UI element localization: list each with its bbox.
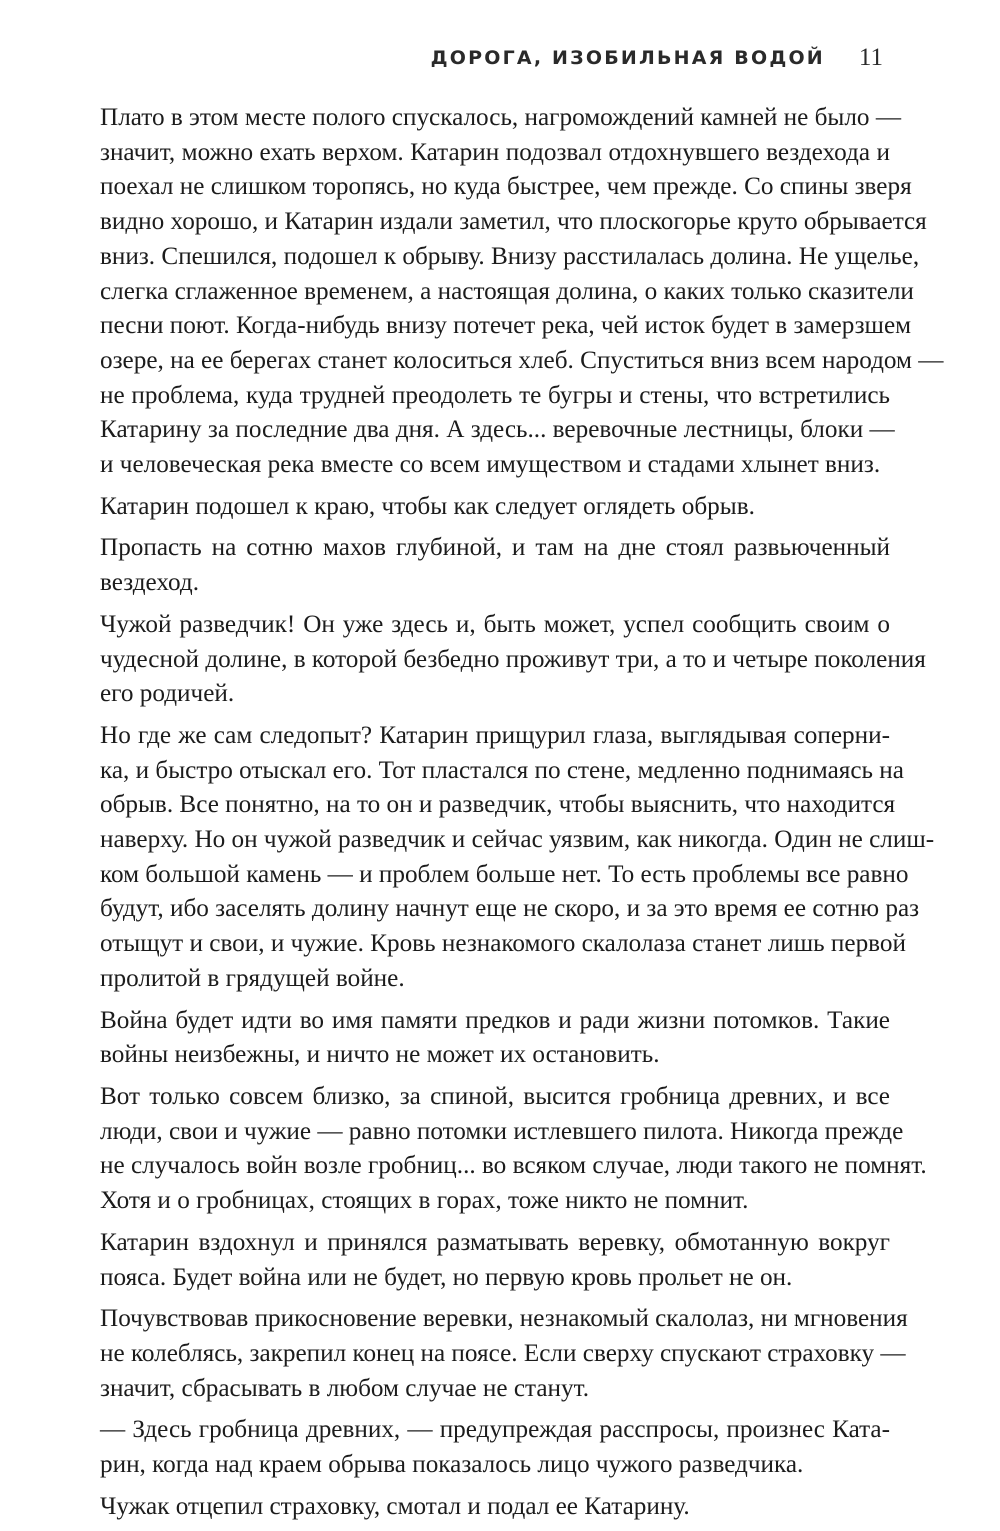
text-line: вездеход.	[100, 569, 200, 597]
text-line: слегка сглаженное временем, а настоящая долина, о каких только сказители	[100, 277, 914, 305]
text-line: пояса. Будет война или не будет, но первую кровь прольет не он.	[100, 1263, 793, 1291]
text-line: значит, можно ехать верхом. Катарин подозвал отдохнувшего вездехода и	[100, 138, 890, 166]
text-line: озере, на ее берегах станет колоситься хлеб. Спуститься вниз всем народом —	[100, 346, 944, 374]
text-line: поехал не слишком торопясь, но куда быстрее, чем прежде. Со спины зверя	[100, 173, 912, 201]
text-line: вниз. Спешился, подошел к обрыву. Внизу расстилалась долина. Не ущелье,	[100, 242, 920, 270]
text-line: Почувствовав прикосновение веревки, незнакомый скалолаз, ни мгновения	[100, 1305, 908, 1333]
text-line: Война будет идти во имя памяти предков и ради жизни потомков. Такие	[100, 1006, 890, 1034]
text-line: пролитой в грядущей войне.	[100, 964, 405, 992]
text-line: — Здесь гробница древних, — предупреждая расспросы, произнес Ката-	[100, 1416, 890, 1444]
text-line: Вот только совсем близко, за спиной, высится гробница древних, и все	[100, 1082, 890, 1110]
paragraph	[100, 1004, 890, 1073]
text-line: Чужой разведчик! Он уже здесь и, быть может, успел сообщить своим о	[100, 610, 890, 638]
text-line: будут, ибо заселять долину начнут еще не скоро, и за это время ее сотню раз	[100, 895, 920, 923]
paragraph	[100, 719, 935, 997]
paragraph	[100, 490, 890, 525]
text-line: Хотя и о гробницах, стоящих в горах, тоже никто не помнит.	[100, 1187, 749, 1215]
text-line: рин, когда над краем обрыва показалось лицо чужого разведчика.	[100, 1451, 804, 1479]
text-line: ка, и быстро отыскал его. Тот пластался по стене, медленно поднимаясь на	[100, 756, 904, 784]
paragraph	[100, 1490, 890, 1525]
paragraph	[100, 101, 944, 483]
text-line: люди, свои и чужие — равно потомки истлевшего пилота. Никогда прежде	[100, 1117, 904, 1145]
text-line: Катарин подошел к краю, чтобы как следует оглядеть обрыв.	[100, 492, 755, 520]
text-line: значит, сбрасывать в любом случае не станут.	[100, 1374, 590, 1402]
text-line: не колеблясь, закрепил конец на поясе. Если сверху спускают страховку —	[100, 1339, 906, 1367]
text-line: Чужак отцепил страховку, смотал и подал ее Катарину.	[100, 1492, 690, 1520]
text-line: Плато в этом месте полого спускалось, нагромождений камней не было —	[100, 104, 902, 131]
text-line: не случалось войн возле гробниц... во всяком случае, люди такого не помнят.	[100, 1152, 927, 1180]
text-line: его родичей.	[100, 680, 235, 708]
text-line: Пропасть на сотню махов глубиной, и там на дне стоял развьюченный	[100, 534, 890, 562]
text-line: Катарин вздохнул и принялся разматывать веревку, обмотанную вокруг	[100, 1228, 890, 1256]
paragraph	[100, 1413, 890, 1482]
text-line: ком большой камень — и проблем больше нет. То есть проблемы все равно	[100, 860, 909, 888]
body-text	[100, 101, 944, 1531]
paragraph	[100, 608, 926, 712]
running-header	[0, 44, 883, 74]
text-line: войны неизбежны, и ничто не может их остановить.	[100, 1041, 660, 1069]
text-line: песни поют. Когда-нибудь внизу потечет река, чей исток будет в замерзшем	[100, 312, 912, 340]
paragraph	[100, 531, 890, 600]
text-line: Но где же сам следопыт? Катарин прищурил глаза, выглядывая соперни-	[100, 721, 890, 749]
text-line: не проблема, куда трудней преодолеть те бугры и стены, что встретились	[100, 381, 890, 409]
text-line: и человеческая река вместе со всем имуществом и стадами хлынет вниз.	[100, 451, 881, 479]
page-number: 11	[858, 44, 883, 71]
text-line: отыщут и свои, и чужие. Кровь незнакомого скалолаза станет лишь первой	[100, 930, 906, 958]
paragraph	[100, 1302, 908, 1406]
text-line: обрыв. Все понятно, на то он и разведчик, чтобы выяснить, что находится	[100, 791, 896, 819]
text-line: чудесной долине, в которой безбедно проживут три, а то и четыре поколения	[100, 645, 926, 673]
chapter-title: ДОРОГА, ИЗОБИЛЬНАЯ ВОДОЙ	[430, 47, 825, 69]
text-line: видно хорошо, и Катарин издали заметил, что плоскогорье круто обрывается	[100, 208, 927, 236]
paragraph	[100, 1226, 890, 1295]
text-line: Катарину за последние два дня. А здесь... веревочные лестницы, блоки —	[100, 416, 895, 444]
text-line: наверху. Но он чужой разведчик и сейчас уязвим, как никогда. Один не слиш-	[100, 826, 935, 854]
paragraph	[100, 1080, 927, 1219]
